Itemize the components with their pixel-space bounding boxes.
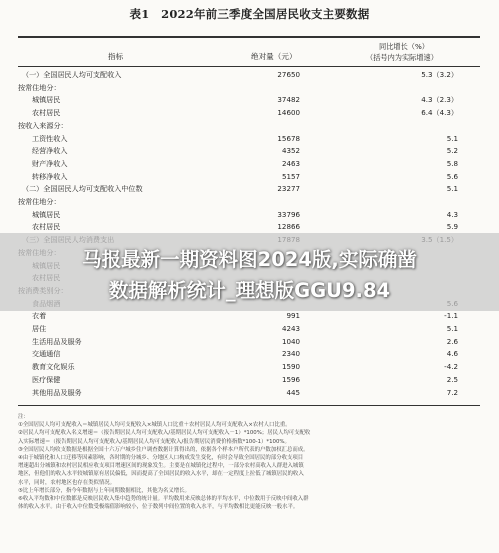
row-label: 经营净收入 xyxy=(32,146,68,156)
row-growth: 5.8 xyxy=(446,158,458,168)
table-row xyxy=(18,220,480,233)
note-line: 水平，同时，农村地区也存在类似情况。 xyxy=(18,479,116,486)
row-value: 1596 xyxy=(281,374,300,384)
banner-line-1: 马报最新一期资料图2024版,实际确凿 xyxy=(82,248,417,271)
row-label: 农村居民 xyxy=(32,108,61,118)
table-notes xyxy=(18,413,480,511)
row-label: （二）全国居民人均可支配收入中位数 xyxy=(22,184,143,194)
row-label: 财产净收入 xyxy=(32,158,68,168)
row-value: 37482 xyxy=(277,95,300,105)
row-value: 2463 xyxy=(281,158,300,168)
row-growth: 6.4（4.3） xyxy=(421,108,458,118)
table-row xyxy=(18,170,480,183)
table-row xyxy=(18,386,480,399)
note-line: 增速超出分城镇和农村居民相应收支项目增速区间的现象发生。主要是在城镇化过程中，一部分农村高收入人群进入城镇 xyxy=(18,463,304,470)
row-growth: 5.1 xyxy=(446,184,458,194)
note-line: ②居民人均可支配收入名义增速＝（报告期居民人均可支配收入/基期居民人均可支配收入－1）*100%；居民人均可支配收 xyxy=(18,430,311,437)
table-row xyxy=(18,182,480,195)
table-row xyxy=(18,157,480,170)
table-row xyxy=(18,309,480,322)
row-value: 23277 xyxy=(277,184,300,194)
row-label: 按常住地分： xyxy=(18,197,61,206)
note-line: ①全国居民人均可支配收入＝城镇居民人均可支配收入×城镇人口比重＋农村居民人均可支配收入×农村人口比重。 xyxy=(18,422,291,429)
row-value: 33796 xyxy=(277,209,300,219)
table-row xyxy=(18,68,480,81)
row-growth: 5.9 xyxy=(446,222,458,232)
row-growth: 5.3（3.2） xyxy=(421,70,458,79)
row-label: 教育文化娱乐 xyxy=(32,362,75,372)
table-row xyxy=(18,144,480,157)
row-label: 转移净收入 xyxy=(32,171,68,181)
table-header-rule xyxy=(18,66,480,67)
table-row xyxy=(18,335,480,348)
row-growth: 5.1 xyxy=(446,133,458,143)
row-label: 居住 xyxy=(32,324,47,333)
row-label: 按常住地分： xyxy=(18,82,61,92)
row-growth: 2.5 xyxy=(446,374,458,384)
header-growth: 同比增长（%） xyxy=(379,42,429,51)
note-line: ③全国居民人均收支数据是根据全国十六万户城乡住户调查数据计算得出的，依据各个样本户所代表的户数加权汇总而成。 xyxy=(18,446,309,453)
row-growth: 4.3 xyxy=(446,209,458,219)
table-row xyxy=(18,373,480,386)
banner-line-2: 数据解析统计_理想版GGU9.84 xyxy=(108,279,391,302)
table-row xyxy=(18,93,480,106)
row-growth: 5.1 xyxy=(446,324,458,333)
table-row xyxy=(18,322,480,335)
row-value: 991 xyxy=(286,311,300,321)
row-growth: 5.6 xyxy=(446,171,458,181)
table-row xyxy=(18,347,480,360)
row-label: 生活用品及服务 xyxy=(32,336,82,346)
row-label: 按收入来源分： xyxy=(18,120,68,130)
row-growth: -1.1 xyxy=(444,311,458,321)
row-value: 12866 xyxy=(277,222,300,232)
table-row xyxy=(18,106,480,119)
row-value: 2340 xyxy=(281,349,300,359)
table-top-rule xyxy=(18,36,480,38)
header-absolute: 绝对量（元） xyxy=(251,52,297,61)
note-line: 入实际增速＝（报告期居民人均可支配收入/基期居民人均可支配收入/报告期居民消费价格指数*100-1）*100%。 xyxy=(18,438,290,445)
header-growth-note: （括号内为实际增速） xyxy=(366,53,438,62)
table-row xyxy=(18,208,480,221)
table-row xyxy=(18,81,480,94)
row-value: 4243 xyxy=(281,324,300,333)
row-growth: 2.6 xyxy=(446,336,458,346)
row-label: 城镇居民 xyxy=(32,209,61,219)
row-label: 其他用品及服务 xyxy=(32,387,82,397)
row-label: （一）全国居民人均可支配收入 xyxy=(22,70,122,79)
table-row xyxy=(18,132,480,145)
table-bottom-rule xyxy=(18,405,480,406)
row-growth: 4.3（2.3） xyxy=(421,95,458,105)
header-indicator: 指标 xyxy=(108,52,124,61)
note-line: 注： xyxy=(18,414,29,420)
row-growth: 7.2 xyxy=(446,387,458,397)
note-line: ⑤比上年增长部分，指今年数据与上年同期数据相比，其他为名义增长。 xyxy=(18,487,190,494)
table-row xyxy=(18,119,480,132)
table-row xyxy=(18,360,480,373)
table-title: 表1 2022年前三季度全国居民收支主要数据 xyxy=(129,7,370,21)
row-value: 1040 xyxy=(281,336,300,346)
row-growth: 4.6 xyxy=(446,349,458,359)
row-value: 445 xyxy=(286,387,300,397)
row-value: 14600 xyxy=(277,108,300,118)
row-growth: -4.2 xyxy=(444,362,458,372)
row-value: 1590 xyxy=(281,362,300,372)
note-line: ⑥收入平均数和中位数都是反映居民收入集中趋势的统计量。平均数用来反映总体的平均水平，中位数用于反映中间收入群 xyxy=(18,496,309,503)
row-value: 27650 xyxy=(277,70,300,79)
row-growth: 5.2 xyxy=(446,146,458,156)
note-line: ④由于城镇化和人口迁移等因素影响，各时期的分城乡、分地区人口构成发生变化，有时会导致全国居民的部分收支项目 xyxy=(18,455,304,462)
row-label: 医疗保健 xyxy=(32,374,61,384)
watermark-banner xyxy=(0,233,499,311)
table-row xyxy=(18,195,480,208)
row-value: 15678 xyxy=(277,133,300,143)
row-label: 交通通信 xyxy=(32,349,61,359)
row-label: 工资性收入 xyxy=(32,133,68,143)
row-value: 5157 xyxy=(281,171,300,181)
row-label: 农村居民 xyxy=(32,222,61,232)
note-line: 体的收入水平。由于收入中位数受极端值影响较小，位于数列中间位置的收入水平，与平均数相比更能反映一般水平。 xyxy=(18,504,299,511)
note-line: 地区，但他们的收入水平较城镇原有居民偏低，因而提高了全国居民的收入水平，却在一定程度上拉低了城镇居民的收入 xyxy=(18,471,304,478)
row-value: 4352 xyxy=(281,146,300,156)
row-label: 城镇居民 xyxy=(32,95,61,105)
row-label: 衣着 xyxy=(32,311,47,321)
